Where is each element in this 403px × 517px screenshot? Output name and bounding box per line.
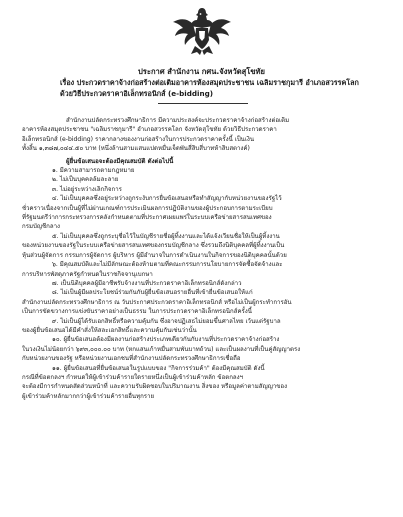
qualification-line: ๒. ไม่เป็นบุคคลล้มละลาย — [52, 176, 119, 184]
qualification-line: ในวงเงินไม่น้อยกว่า ๖๙๓,๐๐๐.๐๐ บาท (หกแสนเก้าหมื่นสามพันบาทถ้วน) และเป็นผลงานที่เป็นคู่สัญญาตรง — [22, 345, 301, 353]
qualification-line: ชั่วคราวเนื่องจากเป็นผู้ที่ไม่ผ่านเกณฑ์การประเมินผลการปฏิบัติงานของผู้ประกอบการตามระเบียบ — [22, 204, 273, 212]
qualification-line: จะต้องมีการกำหนดสัดส่วนหน้าที่ และความรับผิดชอบในปริมาณงาน สิ่งของ หรือมูลค่าตามสัญญาของ — [22, 383, 288, 391]
qualification-line: เป็นการขัดขวางการแข่งขันราคาอย่างเป็นธรรม ในการประกวดราคาอิเล็กทรอนิกส์ครั้งนี้ — [22, 308, 252, 316]
announcement-title-block — [0, 66, 403, 77]
qualification-line: กรมบัญชีกลาง — [22, 223, 60, 231]
qualification-line: ของหน่วยงานของรัฐในระบบเครือข่ายสารสนเทศของกรมบัญชีกลาง ซึ่งรวมถึงนิติบุคคลที่ผู้ทิ้งงานเป็น — [22, 242, 285, 250]
qualification-item — [22, 232, 384, 260]
qualifications-heading: ผู้ยื่นข้อเสนอจะต้องมีคุณสมบัติ ดังต่อไปนี้ — [66, 157, 174, 165]
qualification-item — [22, 288, 384, 316]
qualification-line: สำนักงานปลัดกระทรวงศึกษาธิการ ณ วันประกาศประกวดราคาอิเล็กทรอนิกส์ หรือไม่เป็นผู้กระทำการอัน — [22, 298, 292, 306]
announcement-body — [22, 116, 384, 401]
qualification-line: ๖. มีคุณสมบัติและไม่มีลักษณะต้องห้ามตามที่คณะกรรมการนโยบายการจัดซื้อจัดจ้างและ — [52, 261, 283, 269]
qualification-item — [22, 260, 384, 279]
intro-line: สำนักงานปลัดกระทรวงศึกษาธิการ มีความประสงค์จะประกวดราคาจ้างก่อสร้างต่อเติม — [66, 117, 290, 124]
qualification-line: ๗. เป็นนิติบุคคลผู้มีอาชีพรับจ้างงานที่ประกวดราคาอิเล็กทรอนิกส์ดังกล่าว — [52, 279, 242, 287]
qualification-item — [22, 194, 384, 232]
qualification-line: ของผู้ยื่นข้อเสนอได้มีคำสั่งให้สละเอกสิทธิ์และความคุ้มกันเช่นว่านั้น — [22, 326, 197, 334]
qualification-line: ๘. ไม่เป็นผู้มีผลประโยชน์ร่วมกันกับผู้ยื่นข้อเสนอรายอื่นที่เข้ายื่นข้อเสนอให้แก่ — [52, 289, 253, 297]
subject-block — [60, 77, 380, 99]
qualification-line: ๔. ไม่เป็นบุคคลซึ่งอยู่ระหว่างถูกระงับการยื่นข้อเสนอหรือทำสัญญากับหน่วยงานของรัฐไว้ — [52, 195, 282, 203]
qualification-line: ๑. มีความสามารถตามกฎหมาย — [52, 167, 135, 175]
qualification-line: หุ้นส่วนผู้จัดการ กรรมการผู้จัดการ ผู้บริหาร ผู้มีอำนาจในการดำเนินงานในกิจการของนิติบุคคลนั้นด้วย — [22, 251, 287, 259]
qualification-line: กรณีที่ข้อตกลงฯ กำหนดให้ผู้เข้าร่วมค้ารายใดรายหนึ่งเป็นผู้เข้าร่วมค้าหลัก ข้อตกลงฯ — [22, 373, 244, 381]
qualification-item — [22, 335, 384, 363]
agency-line: ประกาศ สำนักงาน กศน.จังหวัดสุโขทัย — [137, 67, 265, 76]
subject-line-2: ด้วยวิธีประกวดราคาอิเล็กทรอนิกส์ (e-bidding) — [60, 89, 214, 98]
intro-line: อาคารห้องสมุดประชาชน "เฉลิมราชกุมารี" อำเภอสวรรคโลก จังหวัดสุโขทัย ด้วยวิธีประกวดราคา — [22, 126, 277, 134]
qualification-line: ๓. ไม่อยู่ระหว่างเลิกกิจการ — [52, 185, 122, 193]
qualification-item — [22, 317, 384, 336]
qualification-line: กับหน่วยงานของรัฐ หรือหน่วยงานเอกชนที่สำนักงานปลัดกระทรวงศึกษาธิการเชื่อถือ — [22, 355, 241, 363]
qualification-item — [22, 175, 384, 184]
qualification-item — [22, 185, 384, 194]
qualification-line: ๕. ไม่เป็นบุคคลซึ่งถูกระบุชื่อไว้ในบัญชีรายชื่อผู้ทิ้งงานและได้แจ้งเวียนชื่อให้เป็นผู้ทิ้งงาน — [52, 232, 280, 240]
qualification-line: การบริหารพัสดุภาครัฐกำหนดในราชกิจจานุเบกษา — [22, 270, 153, 278]
qualification-item — [22, 364, 384, 402]
qualification-item — [22, 279, 384, 288]
qualification-line: ผู้เข้าร่วมค้าหลักมากกว่าผู้เข้าร่วมค้ารายอื่นทุกราย — [22, 392, 155, 400]
qualification-line: ๑๐. ผู้ยื่นข้อเสนอต้องมีผลงานก่อสร้างประเภทเดียวกันกับงานที่ประกวดราคาจ้างก่อสร้าง — [52, 336, 280, 344]
qualification-line: ๑๑. ผู้ยื่นข้อเสนอที่ยื่นข้อเสนอในรูปแบบของ "กิจการร่วมค้า" ต้องมีคุณสมบัติ ดังนี้ — [52, 364, 265, 372]
garuda-emblem-icon — [171, 6, 233, 56]
qualification-item — [22, 166, 384, 175]
intro-line: อิเล็กทรอนิกส์ (e-bidding) ราคากลางของงานก่อสร้างในการประกวดราคาครั้งนี้ เป็นเงิน — [22, 135, 255, 143]
divider — [158, 103, 248, 104]
qualification-line: ๙. ไม่เป็นผู้ได้รับเอกสิทธิ์หรือความคุ้มกัน ซึ่งอาจปฏิเสธไม่ยอมขึ้นศาลไทย เว้นแต่รัฐบาล — [52, 317, 281, 325]
qualification-line: ที่รัฐมนตรีว่าการกระทรวงการคลังกำหนดตามที่ประกาศเผยแพร่ในระบบเครือข่ายสารสนเทศของ — [22, 214, 272, 222]
intro-line: ทั้งสิ้น ๑,๓๘๗,๐๔๔.๕๐ บาท (หนึ่งล้านสามแสนแปดหมื่นเจ็ดพันสี่สิบสี่บาทห้าสิบสตางค์) — [22, 145, 250, 153]
subject-line-1: เรื่อง ประกวดราคาจ้างก่อสร้างต่อเติมอาคารห้องสมุดประชาชน เฉลิมราชกุมารี อำเภอสวรรคโลก — [60, 78, 359, 87]
